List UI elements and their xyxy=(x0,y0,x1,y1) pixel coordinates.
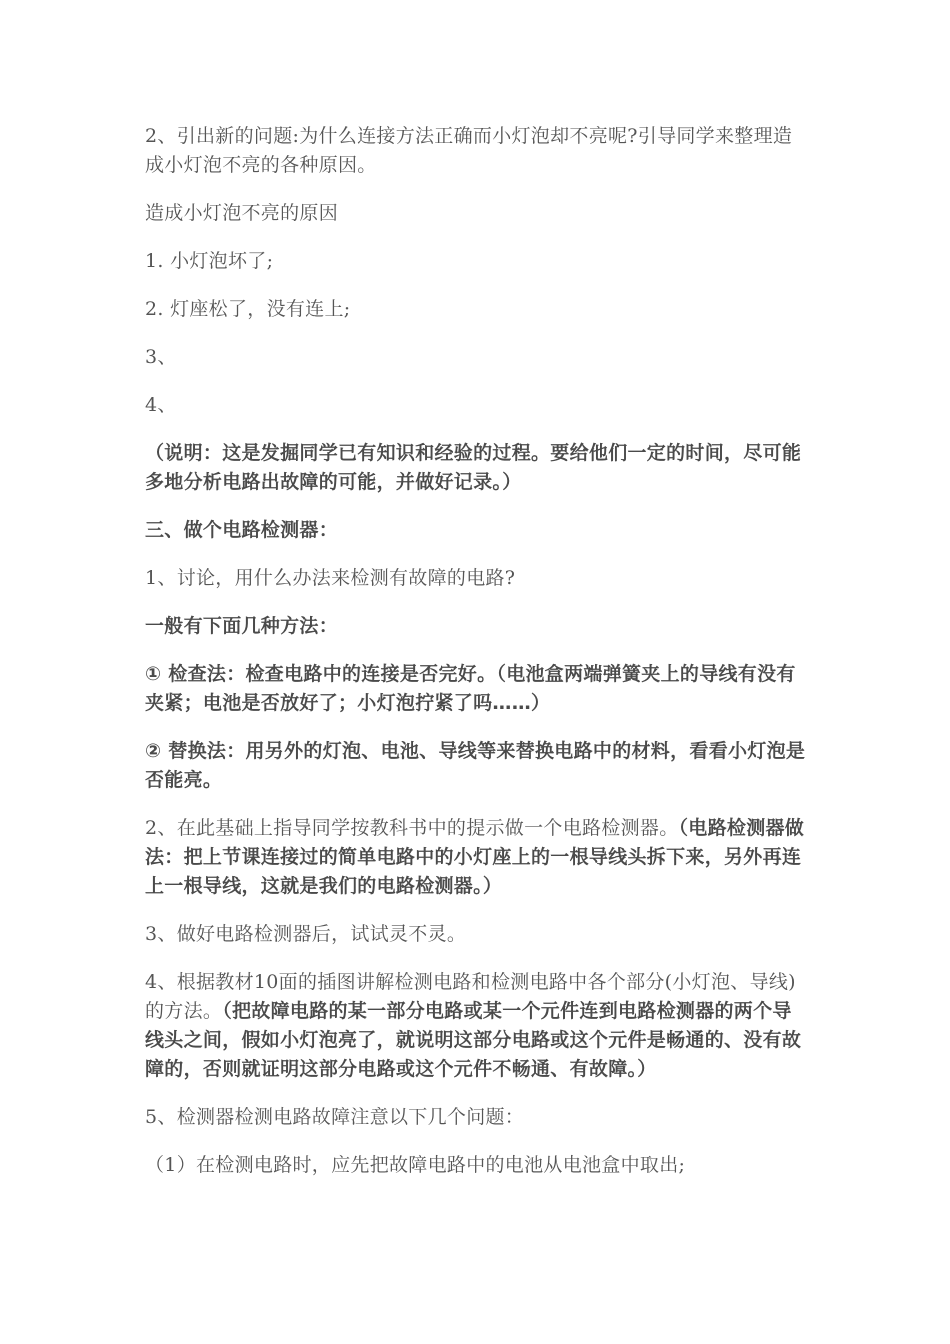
paragraph-make-detector xyxy=(145,814,810,901)
paragraph-method-replace: ② 替换法：用另外的灯泡、电池、导线等来替换电路中的材料，看看小灯泡是否能亮。 xyxy=(145,740,806,791)
document-page xyxy=(145,122,810,1199)
section-heading-detector: 三、做个电路检测器： xyxy=(145,519,339,541)
paragraph-method-check: ① 检查法：检查电路中的连接是否完好。（电池盒两端弹簧夹上的导线有没有夹紧；电池是否放好了；小灯泡拧紧了吗……） xyxy=(145,663,796,714)
make-detector-text: 2、在此基础上指导同学按教科书中的提示做一个电路检测器。 xyxy=(145,817,679,839)
paragraph-note: （说明：这是发掘同学已有知识和经验的过程。要给他们一定的时间，尽可能多地分析电路出故障的可能，并做好记录。） xyxy=(145,442,802,493)
paragraph-discussion: 1、讨论，用什么办法来检测有故障的电路? xyxy=(145,567,516,589)
paragraph-explain-detection xyxy=(145,968,810,1084)
paragraph-methods-heading: 一般有下面几种方法： xyxy=(145,615,339,637)
paragraph-test-detector: 3、做好电路检测器后，试试灵不灵。 xyxy=(145,923,467,945)
paragraph-notes-heading: 5、检测器检测电路故障注意以下几个问题： xyxy=(145,1106,525,1128)
make-detector-method: （电路检测器做法：把上节课连接过的简单电路中的小灯座上的一根导线头拆下来，另外再连上一根导线，这就是我们的电路检测器。） xyxy=(145,817,805,897)
explain-detection-text: 4、根据教材10面的插图讲解检测电路和检测电路中各个部分(小灯泡、导线)的方法。 xyxy=(145,971,796,1022)
list-item-cause-4: 4、 xyxy=(145,394,177,416)
paragraph-new-question: 2、引出新的问题:为什么连接方法正确而小灯泡却不亮呢?引导同学来整理造成小灯泡不亮的各种原因。 xyxy=(145,125,793,176)
paragraph-note-1: （1）在检测电路时，应先把故障电路中的电池从电池盒中取出; xyxy=(145,1154,686,1176)
list-item-cause-2: 2. 灯座松了，没有连上; xyxy=(145,298,351,320)
list-item-cause-1: 1. 小灯泡坏了; xyxy=(145,250,274,272)
explain-detection-method: （把故障电路的某一部分电路或某一个元件连到电路检测器的两个导线头之间，假如小灯泡亮了，就说明这部分电路或这个元件是畅通的、没有故障的，否则就证明这部分电路或这个元件不畅通、有故障。） xyxy=(145,1000,802,1080)
paragraph-causes-heading: 造成小灯泡不亮的原因 xyxy=(145,202,339,224)
list-item-cause-3: 3、 xyxy=(145,346,177,368)
